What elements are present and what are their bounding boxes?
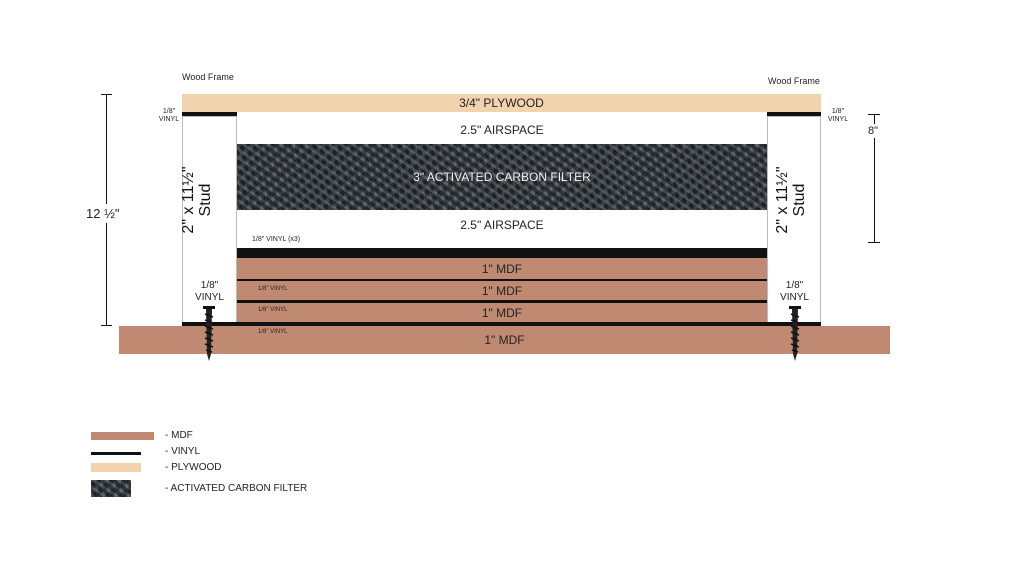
mdf-layer-2-label: 1" MDF — [481, 283, 523, 298]
inner-dimension-label: 8" — [868, 125, 879, 137]
stud-right-dim: 2" x 11½" — [774, 166, 791, 234]
vinyl-label-stud-right-2: VINYL — [780, 292, 809, 303]
vinyl-label-top-right — [825, 108, 851, 124]
airspace-bottom — [237, 210, 767, 240]
stud-right-label — [774, 140, 814, 260]
vinyl-label-stud-right-1: 1/8" — [785, 280, 804, 291]
wood-frame-label-right: Wood Frame — [768, 76, 820, 86]
legend-label-vinyl: - VINYL — [165, 446, 201, 457]
vinyl-label-stud-left — [187, 280, 232, 304]
stud-left-dim: 2" x 11½" — [180, 166, 197, 234]
mdf-layer-3 — [237, 303, 767, 322]
vinyl-label-top-right-1: 1/8" — [831, 108, 845, 115]
vinyl-label-top-left — [156, 108, 182, 124]
legend-swatch-carbon — [91, 480, 131, 497]
vinyl-band-x3 — [237, 248, 767, 258]
stud-left-word: Stud — [197, 183, 214, 217]
legend-label-carbon: - ACTIVATED CARBON FILTER — [165, 483, 308, 494]
stud-left-label — [180, 140, 220, 260]
vinyl-label-top-left-2: VINYL — [158, 116, 180, 123]
overall-dimension-label: 12 ½" — [86, 206, 120, 221]
airspace-bottom-label: 2.5" AIRSPACE — [460, 218, 544, 232]
overall-dimension-tick-top — [101, 94, 112, 95]
mdf-layer-1-label: 1" MDF — [481, 261, 523, 276]
mdf-base-label: 1" MDF — [484, 333, 525, 347]
plywood-label: 3/4" PLYWOOD — [459, 96, 544, 110]
legend-label-mdf: - MDF — [165, 430, 193, 441]
vinyl-between-label-1: 1/8" VINYL — [258, 286, 288, 292]
plywood-layer — [182, 94, 821, 112]
wood-frame-label-left: Wood Frame — [182, 72, 234, 82]
legend-label-plywood: - PLYWOOD — [165, 462, 222, 473]
inner-dimension-tick-bottom — [868, 242, 880, 243]
vinyl-between-label-3: 1/8" VINYL — [258, 329, 288, 335]
vinyl-label-stud-left-1: 1/8" — [200, 280, 219, 291]
vinyl-label-top-left-1: 1/8" — [162, 108, 176, 115]
carbon-filter-layer — [237, 144, 767, 210]
airspace-top-label: 2.5" AIRSPACE — [460, 123, 544, 137]
vinyl-label-stud-right — [772, 280, 817, 304]
mdf-layer-3-label: 1" MDF — [481, 305, 523, 320]
vinyl-label-stud-left-2: VINYL — [195, 292, 224, 303]
legend-swatch-vinyl — [91, 452, 141, 455]
screw-right-icon — [787, 306, 803, 362]
airspace-top — [237, 116, 767, 144]
mdf-layer-2 — [237, 281, 767, 300]
vinyl-label-top-right-2: VINYL — [827, 116, 849, 123]
mdf-base-layer — [119, 326, 890, 354]
inner-dimension-tick-top — [868, 114, 880, 115]
vinyl-x3-label: 1/8" VINYL (x3) — [252, 236, 301, 243]
screw-left-icon — [201, 306, 217, 362]
overall-dimension-tick-bottom — [101, 325, 112, 326]
mdf-layer-1 — [237, 258, 767, 279]
legend-swatch-plywood — [91, 463, 141, 472]
legend-swatch-mdf — [91, 432, 154, 440]
stud-right-word: Stud — [791, 183, 808, 217]
vinyl-between-label-2: 1/8" VINYL — [258, 307, 288, 313]
carbon-filter-label: 3" ACTIVATED CARBON FILTER — [413, 170, 591, 184]
